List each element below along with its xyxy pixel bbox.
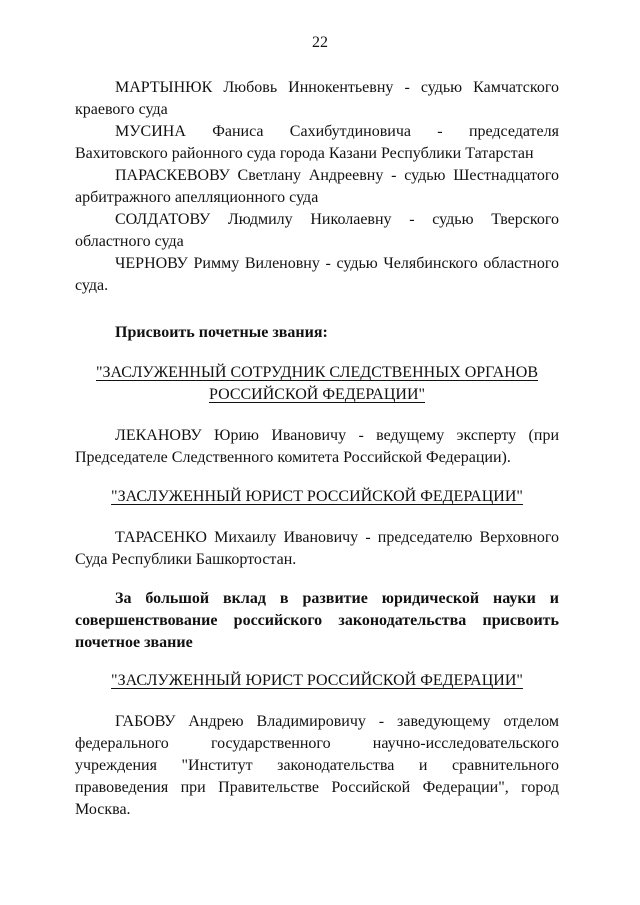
appointment-paragraph: МУСИНА Фаниса Сахибутдиновича - председателя Вахитовского районного суда города Казани Республики Татарстан xyxy=(75,123,559,162)
investigative-recipient-block xyxy=(75,425,559,469)
lawyer-recipient-2: ГАБОВУ Андрею Владимировичу - заведующему отделом федерального государственного научно-исследовательского учреждения "Институт законодательства и сравнительного правоведения при Правительстве Российской Федерации", город Москва. xyxy=(75,713,559,818)
title-honored-lawyer-1: "ЗАСЛУЖЕННЫЙ ЮРИСТ РОССИЙСКОЙ ФЕДЕРАЦИИ" xyxy=(111,488,523,505)
page-number: 22 xyxy=(312,34,328,51)
honorary-titles-heading: Присвоить почетные звания: xyxy=(115,324,328,341)
appointment-paragraph: МАРТЫНЮК Любовь Иннокентьевну - судью Камчатского краевого суда xyxy=(75,79,559,118)
title-investigative-line-1: "ЗАСЛУЖЕННЫЙ СОТРУДНИК СЛЕДСТВЕННЫХ ОРГАНОВ xyxy=(95,364,538,381)
investigative-recipient: ЛЕКАНОВУ Юрию Ивановичу - ведущему эксперту (при Председателе Следственного комитета Российской Федерации). xyxy=(75,427,559,466)
appointment-paragraph: ПАРАСКЕВОВУ Светлану Андреевну - судью Шестнадцатого арбитражного апелляционного суда xyxy=(75,167,559,206)
appointment-paragraph: ЧЕРНОВУ Римму Виленовну - судью Челябинского областного суда. xyxy=(75,255,559,294)
contribution-heading: За большой вклад в развитие юридической науки и совершенствование российского законодательства присвоить почетное звание xyxy=(75,590,559,651)
lawyer-recipient-2-block xyxy=(75,711,559,821)
lawyer-recipient-1: ТАРАСЕНКО Михаилу Ивановичу - председателю Верховного Суда Республики Башкортостан. xyxy=(75,529,559,568)
lawyer-recipient-1-block xyxy=(75,527,559,571)
title-investigative-line-2: РОССИЙСКОЙ ФЕДЕРАЦИИ" xyxy=(208,386,426,403)
contribution-heading-block xyxy=(75,588,559,654)
honorary-titles-heading-block xyxy=(75,322,559,344)
court-appointments-list xyxy=(75,77,559,297)
title-honored-lawyer-2: "ЗАСЛУЖЕННЫЙ ЮРИСТ РОССИЙСКОЙ ФЕДЕРАЦИИ" xyxy=(111,672,523,689)
appointment-paragraph: СОЛДАТОВУ Людмилу Николаевну - судью Тверского областного суда xyxy=(75,211,559,250)
